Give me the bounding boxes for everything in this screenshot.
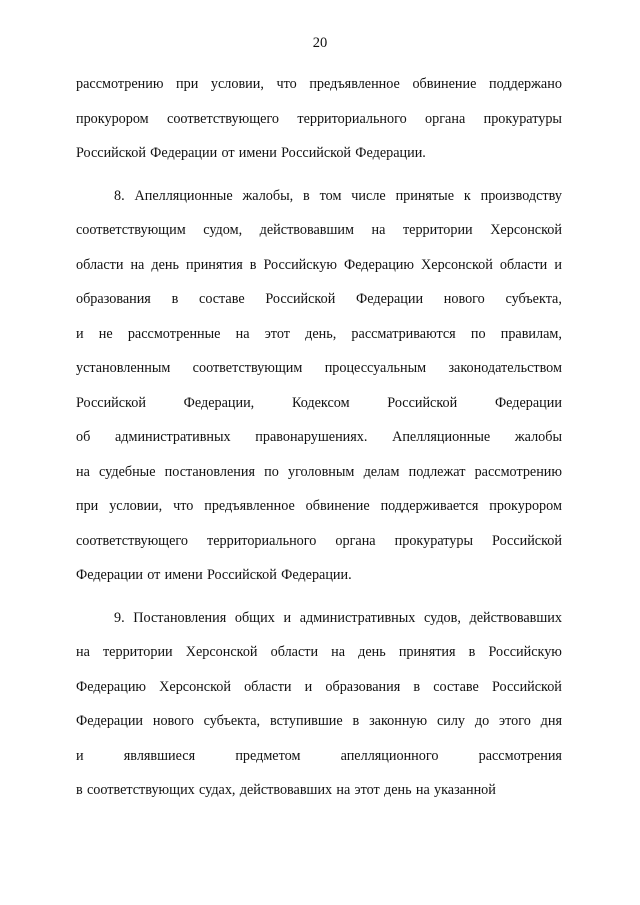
text-line: установленным соответствующим процессуальным законодательством xyxy=(76,360,562,376)
text-line: и являвшиеся предметом апелляционного рассмотрения xyxy=(76,747,562,764)
text-line: Федерации от имени Российской Федерации. xyxy=(76,567,352,583)
page-number: 20 xyxy=(312,35,328,51)
text-line: области на день принятия в Российскую Федерацию Херсонской области и xyxy=(76,256,562,273)
paragraph xyxy=(76,179,562,593)
text-line: 8. Апелляционные жалобы, в том числе принятые к производству xyxy=(114,187,562,204)
text-line: на территории Херсонской области на день принятия в Российскую xyxy=(76,644,562,660)
text-line: Российской Федерации от имени Российской Федерации. xyxy=(76,145,426,161)
text-line: образования в составе Российской Федерации нового субъекта, xyxy=(76,291,562,307)
text-line: 9. Постановления общих и административных судов, действовавших xyxy=(114,609,562,626)
text-line: об административных правонарушениях. Апелляционные жалобы xyxy=(76,429,562,445)
document-body xyxy=(76,67,562,808)
text-line: Федерацию Херсонской области и образования в составе Российской xyxy=(76,678,562,695)
text-line: на судебные постановления по уголовным делам подлежат рассмотрению xyxy=(76,463,562,480)
text-line: и не рассмотренные на этот день, рассматриваются по правилам, xyxy=(76,325,562,342)
text-line: Российской Федерации, Кодексом Российской Федерации xyxy=(76,394,562,411)
paragraph xyxy=(76,67,562,171)
text-line: при условии, что предъявленное обвинение поддерживается прокурором xyxy=(76,498,562,514)
text-line: рассмотрению при условии, что предъявленное обвинение поддержано xyxy=(76,76,562,92)
text-line: соответствующего территориального органа прокуратуры Российской xyxy=(76,532,562,549)
text-line: в соответствующих судах, действовавших на этот день на указанной xyxy=(76,782,496,798)
text-line: Федерации нового субъекта, вступившие в законную силу до этого дня xyxy=(76,713,562,729)
text-line: прокурором соответствующего территориального органа прокуратуры xyxy=(76,110,562,127)
paragraph xyxy=(76,601,562,808)
text-line: соответствующим судом, действовавшим на территории Херсонской xyxy=(76,222,562,238)
